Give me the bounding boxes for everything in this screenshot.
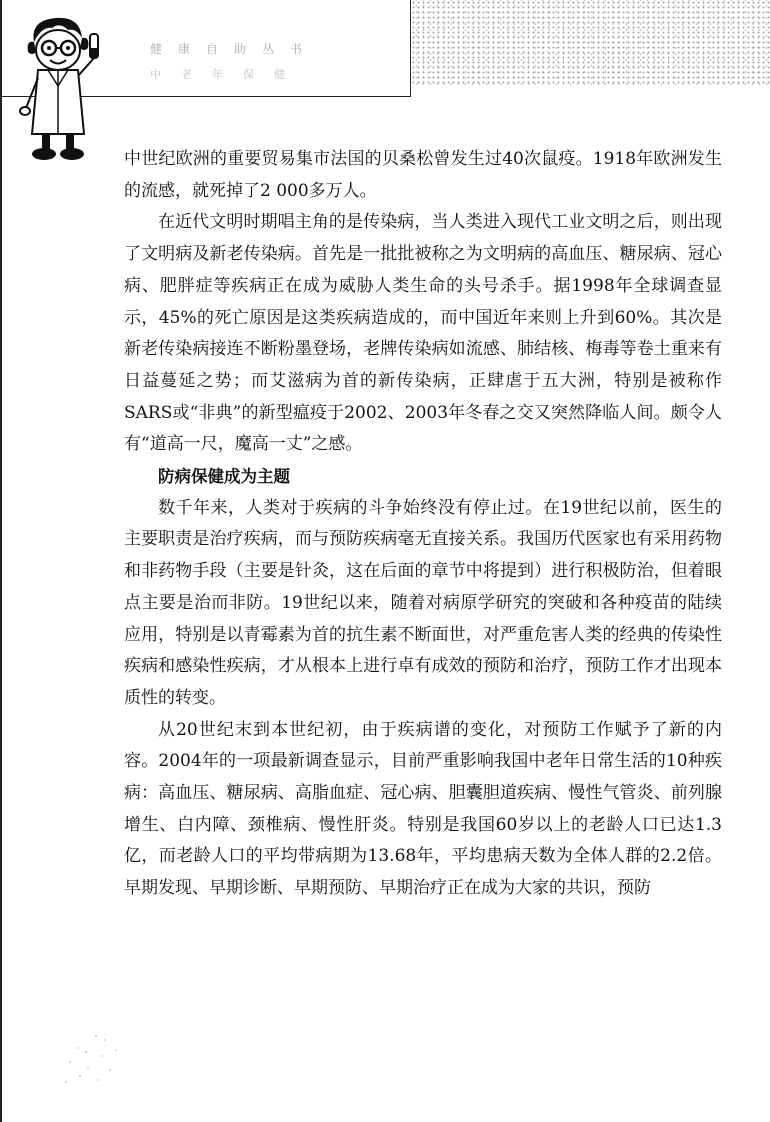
paragraph-4: 从20世纪末到本世纪初，由于疾病谱的变化，对预防工作赋予了新的内容。2004年的一项最新调查显示，目前严重影响我国中老年日常生活的10种疾病：高血压、糖尿病、高脂血症、冠心病、胆囊胆道疾病、慢性气管炎、前列腺增生、白内障、颈椎病、慢性肝炎。特别是我国60岁以上的老龄人口已达1.3亿，而老龄人口的平均带病期为13.68年，平均患病天数为全体人群的2.2倍。早期发现、早期诊断、早期预防、早期治疗正在成为大家的共识，预防 (124, 719, 722, 899)
header-dot-pattern (411, 0, 770, 86)
corner-speckle-decoration (58, 1030, 138, 1090)
paragraph-3: 数千年来，人类对于疾病的斗争始终没有停止过。在19世纪以前，医生的主要职责是治疗疾病，而与预防疾病毫无直接关系。我国历代医家也有采用药物和非药物手段（主要是针灸，这在后面的章节中将提到）进行积极防治，但着眼点主要是治而非防。19世纪以来，随着对病原学研究的突破和各种疫苗的陆续应用，特别是以青霉素为首的抗生素不断面世，对严重危害人类的经典的传染性疾病和感染性疾病，才从根本上进行卓有成效的预防和治疗，预防工作才出现本质性的转变。 (124, 497, 722, 708)
left-margin-rule (0, 0, 2, 1122)
doctor-cartoon-icon (16, 12, 108, 162)
page-body (124, 144, 722, 905)
section-heading: 防病保健成为主题 (158, 467, 290, 487)
paragraph-1: 中世纪欧洲的重要贸易集市法国的贝桑松曾发生过40次鼠疫。1918年欧洲发生的流感，就死掉了2 000多万人。 (124, 149, 722, 201)
series-subtitle: 中老年保健 (150, 68, 305, 81)
series-title: 健康自助丛书 (150, 42, 319, 56)
paragraph-2: 在近代文明时期唱主角的是传染病，当人类进入现代工业文明之后，则出现了文明病及新老传染病。首先是一批批被称之为文明病的高血压、糖尿病、冠心病、肥胖症等疾病正在成为威胁人类生命的头号杀手。据1998年全球调查显示，45%的死亡原因是这类疾病造成的，而中国近年来则上升到60%。其次是新老传染病接连不断粉墨登场，老牌传染病如流感、肺结核、梅毒等卷土重来有日益蔓延之势；而艾滋病为首的新传染病，正肆虐于五大洲，特别是被称作SARS或“非典”的新型瘟疫于2002、2003年冬春之交又突然降临人间。颇令人有“道高一尺，魔高一丈”之感。 (124, 212, 722, 455)
